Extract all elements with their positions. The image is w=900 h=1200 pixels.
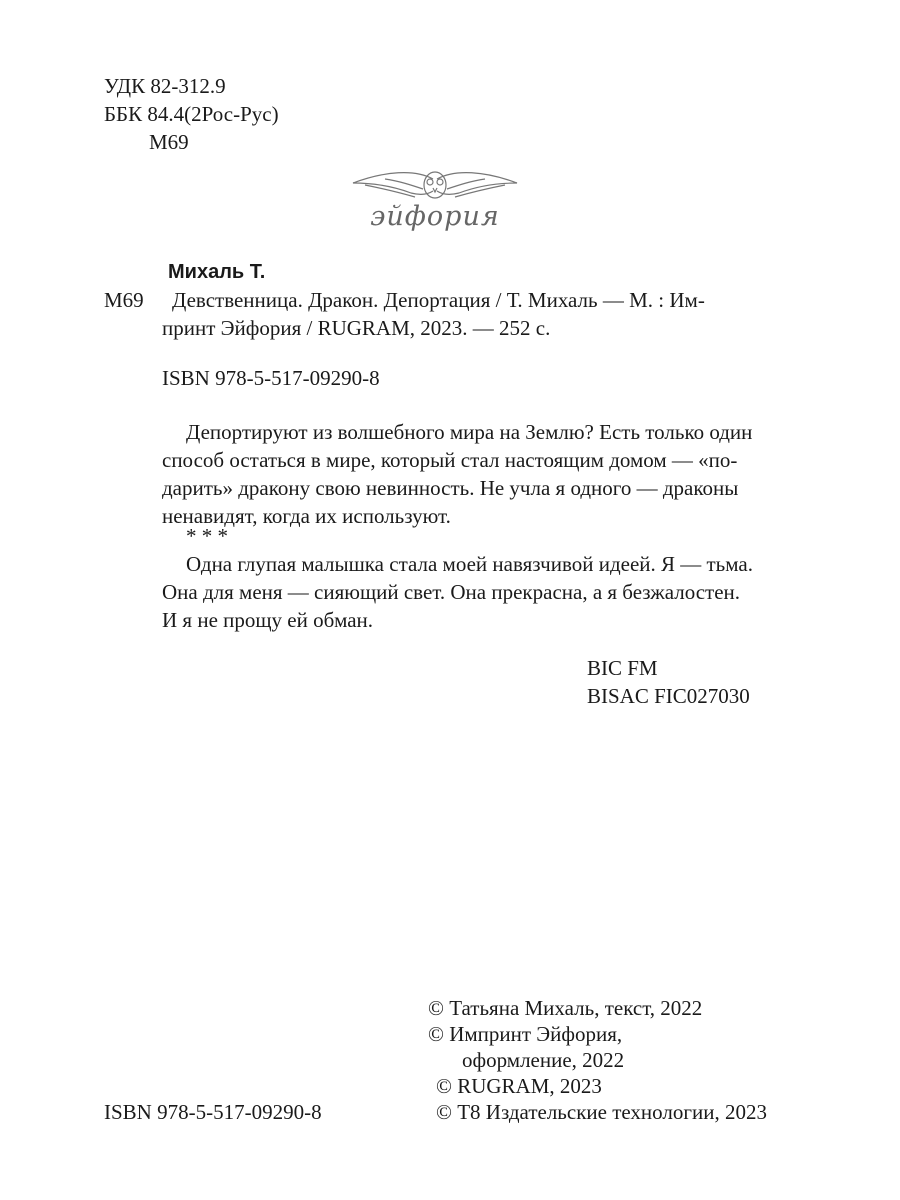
bib-line-1: Девственница. Дракон. Депортация / Т. Михаль — М. : Им- xyxy=(172,288,705,312)
annotation-p1-line-3: дарить» дракону свою невинность. Не учла я одного — драконы xyxy=(162,476,739,500)
copyright-line-4: © RUGRAM, 2023 xyxy=(436,1074,602,1098)
annotation-p1-line-1: Депортируют из волшебного мира на Землю? Есть только один xyxy=(186,420,753,444)
owl-icon xyxy=(345,165,525,205)
annotation-p2-line-1: Одна глупая малышка стала моей навязчивой идеей. Я — тьма. xyxy=(186,552,753,576)
copyright-line-5: © Т8 Издательские технологии, 2023 xyxy=(436,1100,767,1124)
bib-author: Михаль Т. xyxy=(168,261,266,283)
bib-line-2: принт Эйфория / RUGRAM, 2023. — 252 с. xyxy=(162,316,551,340)
copyright-line-3: оформление, 2022 xyxy=(462,1048,625,1072)
publisher-logo xyxy=(345,165,525,237)
annotation-p1-line-4: ненавидят, когда их используют. xyxy=(162,504,451,528)
annotation-p2-line-2: Она для меня — сияющий свет. Она прекрасна, а я безжалостен. xyxy=(162,580,741,604)
logo-text: эйфория xyxy=(370,201,500,232)
annotation-p2-line-3: И я не прощу ей обман. xyxy=(162,608,374,632)
bbk-line: ББК 84.4(2Рос-Рус) xyxy=(104,102,279,126)
udk-line: УДК 82-312.9 xyxy=(104,74,226,98)
copyright-line-2: © Импринт Эйфория, xyxy=(428,1022,623,1046)
bisac-code: BISAC FIC027030 xyxy=(587,684,750,708)
annotation-p1-line-2: способ остаться в мире, который стал настоящим домом — «по- xyxy=(162,448,738,472)
author-sign-top: М69 xyxy=(149,130,189,154)
bib-sign: М69 xyxy=(104,288,144,312)
bib-isbn: ISBN 978-5-517-09290-8 xyxy=(162,366,380,390)
footer-isbn: ISBN 978-5-517-09290-8 xyxy=(104,1100,322,1124)
copyright-line-1: © Татьяна Михаль, текст, 2022 xyxy=(428,996,703,1020)
bic-code: BIC FM xyxy=(587,656,658,680)
annotation-separator: * * * xyxy=(186,524,228,548)
